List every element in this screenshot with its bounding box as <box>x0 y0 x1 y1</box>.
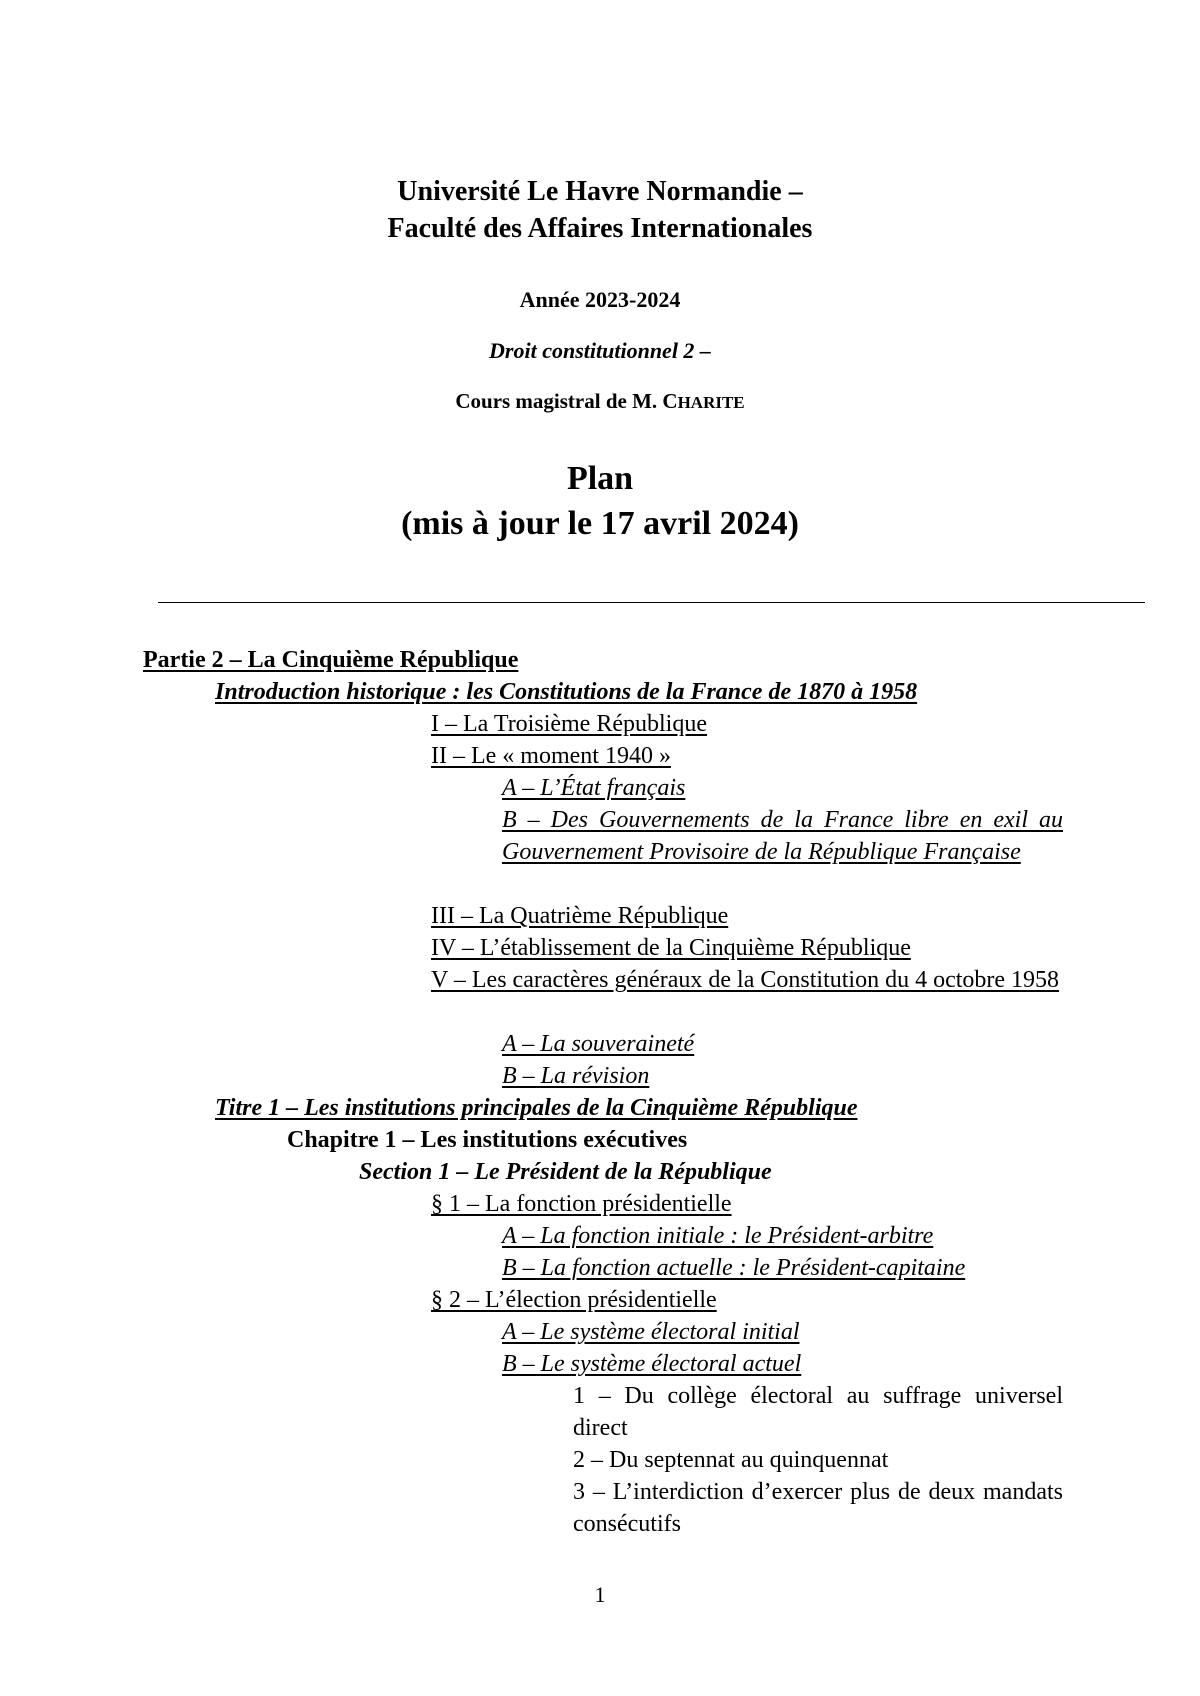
toc-paragraph-1-a[interactable]: A – La fonction initiale : le Président-arbitre <box>502 1223 934 1249</box>
toc-item-v-a[interactable]: A – La souveraineté <box>502 1031 695 1057</box>
toc-paragraph-2-b-2[interactable]: 2 – Du septennat au quinquennat <box>573 1447 889 1473</box>
toc-item-v[interactable]: V – Les caractères généraux de la Constitution du 4 octobre 1958 <box>431 967 1060 993</box>
faculty-name: Faculté des Affaires Internationales <box>387 213 813 244</box>
toc-paragraph-2-b[interactable]: B – Le système électoral actuel <box>502 1351 802 1377</box>
plan-title: Plan <box>566 460 634 497</box>
lecture-smallcaps: HARITE <box>677 393 745 412</box>
toc-chapitre-1[interactable]: Chapitre 1 – Les institutions exécutives <box>287 1127 688 1153</box>
lecture-prefix: Cours magistral de M. C <box>455 389 678 413</box>
toc-item-ii[interactable]: II – Le « moment 1940 » <box>431 743 671 769</box>
toc-item-i[interactable]: I – La Troisième République <box>431 711 707 737</box>
toc-paragraph-1-b[interactable]: B – La fonction actuelle : le Président-capitaine <box>502 1255 966 1281</box>
toc-paragraph-2-a[interactable]: A – Le système électoral initial <box>502 1319 800 1345</box>
toc-item-v-b[interactable]: B – La révision <box>502 1063 650 1089</box>
toc-paragraph-1[interactable]: § 1 – La fonction présidentielle <box>431 1191 732 1217</box>
toc-item-ii-a[interactable]: A – L’État français <box>502 775 686 801</box>
toc-titre-1[interactable]: Titre 1 – Les institutions principales de la Cinquième République <box>215 1095 858 1121</box>
course-title: Droit constitutionnel 2 – <box>489 338 711 363</box>
toc-item-ii-b[interactable]: B – Des Gouvernements de la France libre en exil au Gouvernement Provisoire de la République Française <box>502 807 1063 865</box>
toc-partie[interactable]: Partie 2 – La Cinquième République <box>143 647 519 673</box>
toc-paragraph-2[interactable]: § 2 – L’élection présidentielle <box>431 1287 717 1313</box>
plan-date: (mis à jour le 17 avril 2024) <box>401 505 799 542</box>
toc-item-iv[interactable]: IV – L’établissement de la Cinquième République <box>431 935 911 961</box>
university-name: Université Le Havre Normandie – <box>397 176 803 207</box>
horizontal-divider <box>158 602 1145 603</box>
toc-section-1[interactable]: Section 1 – Le Président de la République <box>359 1159 772 1185</box>
toc-item-iii[interactable]: III – La Quatrième République <box>431 903 729 929</box>
toc-paragraph-2-b-3[interactable]: 3 – L’interdiction d’exercer plus de deux mandats consécutifs <box>573 1479 1063 1537</box>
lecture-line <box>0 389 1200 414</box>
academic-year: Année 2023-2024 <box>519 287 681 312</box>
toc-introduction[interactable]: Introduction historique : les Constitutions de la France de 1870 à 1958 <box>215 679 918 705</box>
toc-paragraph-2-b-1[interactable]: 1 – Du collège électoral au suffrage universel direct <box>573 1383 1063 1441</box>
page-number: 1 <box>594 1582 606 1607</box>
